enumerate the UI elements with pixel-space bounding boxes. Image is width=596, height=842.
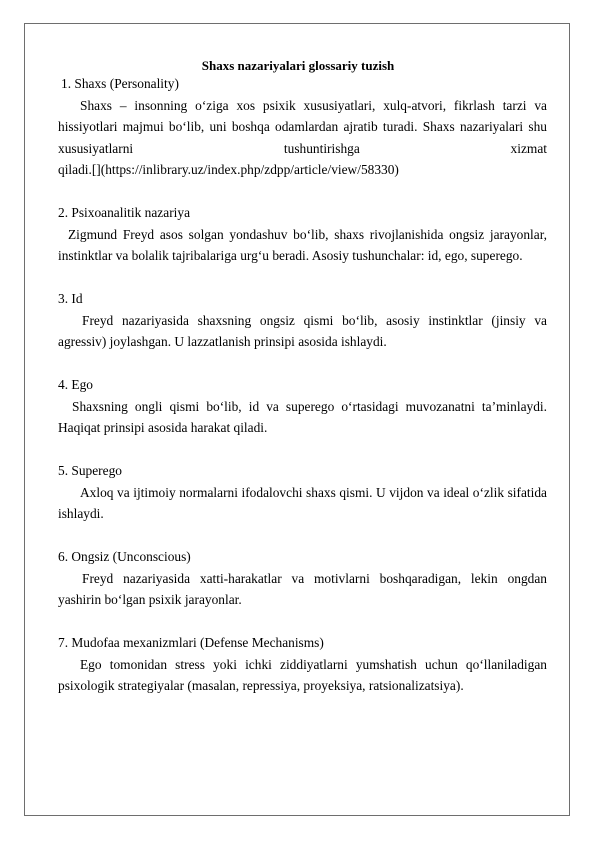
item-definition: Freyd nazariyasida xatti-harakatlar va motivlarni boshqaradigan, lekin ongdan yashirin bo‘lgan psixik jarayonlar. [58, 570, 547, 607]
item-definition: Shaxsning ongli qismi bo‘lib, id va superego o‘rtasidagi muvozanatni ta’minlaydi. Haqiqat prinsipi asosida harakat qiladi. [58, 398, 547, 435]
glossary-item-id [58, 288, 547, 353]
item-heading: 6. Ongsiz (Unconscious) [58, 549, 191, 564]
item-heading: 5. Superego [58, 463, 122, 478]
source-link[interactable]: qiladi.[](https://inlibrary.uz/index.php/zdpp/article/view/58330) [58, 162, 399, 177]
item-definition: Freyd nazariyasida shaxsning ongsiz qismi bo‘lib, asosiy instinktlar (jinsiy va agressiv) joylashgan. U lazzatlanish prinsipi asosida ishlaydi. [58, 312, 547, 349]
item-heading: 2. Psixoanalitik nazariya [58, 205, 191, 220]
glossary-item-psychoanalytic-theory [58, 202, 547, 267]
item-definition: Ego tomonidan stress yoki ichki ziddiyatlarni yumshatish uchun qo‘llaniladigan psixologik strategiyalar (masalan, repressiya, proyeksiya, ratsionalizatsiya). [58, 656, 547, 693]
item-heading: 1. Shaxs (Personality) [61, 76, 179, 91]
item-heading: 4. Ego [58, 377, 93, 392]
glossary-item-superego [58, 460, 547, 525]
item-heading: 7. Mudofaa mexanizmlari (Defense Mechanisms) [58, 635, 324, 650]
glossary-item-unconscious [58, 546, 547, 611]
glossary-content [58, 73, 547, 718]
item-definition: Axloq va ijtimoiy normalarni ifodalovchi shaxs qismi. U vijdon va ideal o‘zlik sifatida ishlaydi. [58, 484, 547, 521]
page-title: Shaxs nazariyalari glossariy tuzish [201, 58, 395, 73]
item-definition: Shaxs – insonning o‘ziga xos psixik xususiyatlari, xulq-atvori, fikrlash tarzi va hissiyotlari majmui bo‘lib, uni boshqa odamlardan ajratib turadi. Shaxs nazariyalari shu xususiyatlarni tushuntirishga xizmat [58, 97, 547, 156]
glossary-item-personality [58, 73, 547, 181]
glossary-item-defense-mechanisms [58, 632, 547, 697]
item-heading: 3. Id [58, 291, 83, 306]
glossary-item-ego [58, 374, 547, 439]
item-definition: Zigmund Freyd asos solgan yondashuv bo‘lib, shaxs rivojlanishida ongsiz jarayonlar, instinktlar va bolalik tajribalariga urg‘u beradi. Asosiy tushunchalar: id, ego, superego. [58, 226, 547, 263]
